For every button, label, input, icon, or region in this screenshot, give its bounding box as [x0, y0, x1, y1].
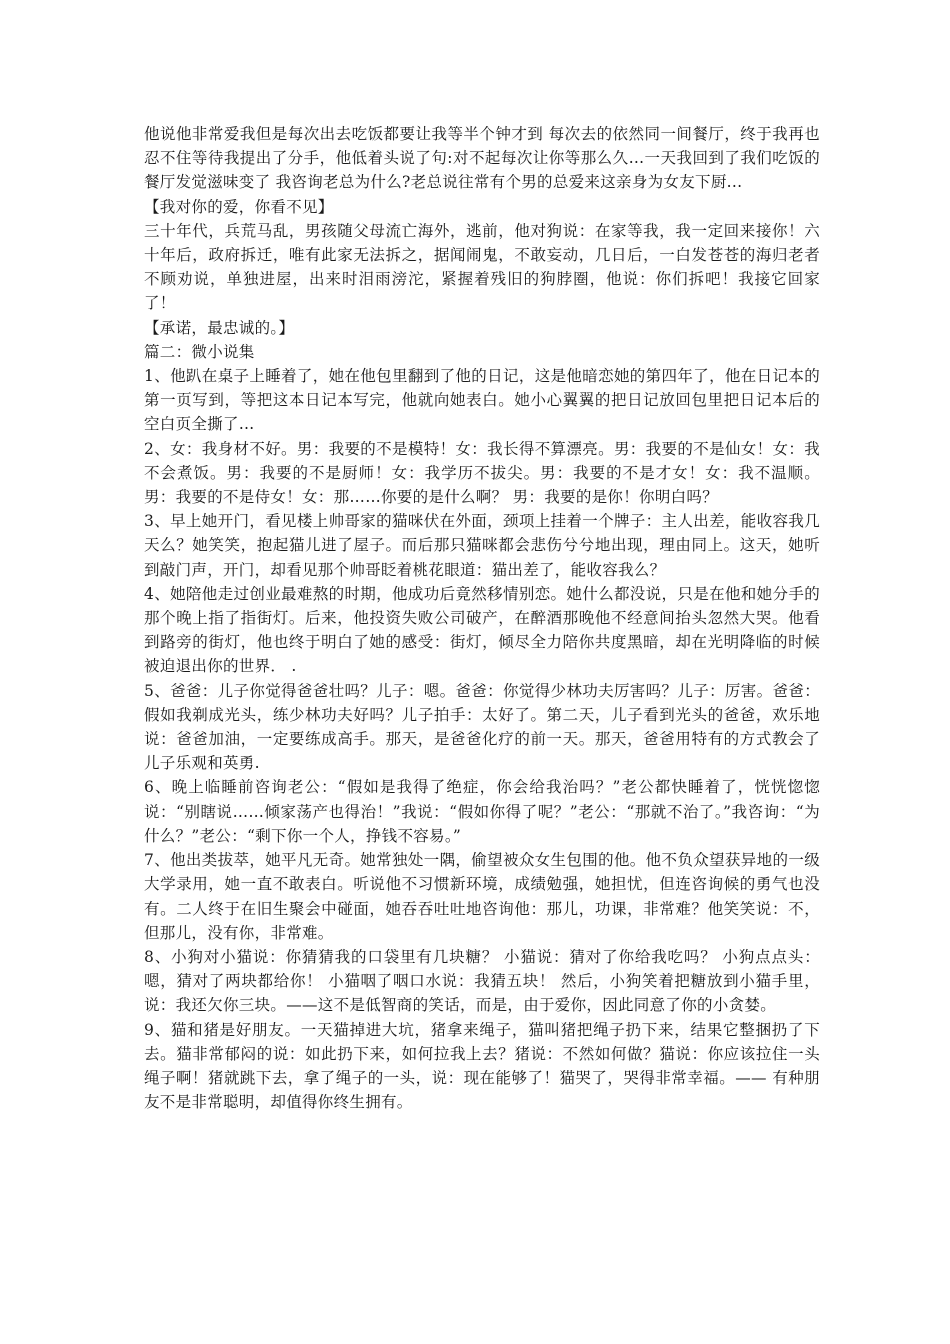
story-paragraph: 8、小狗对小猫说：你猜猜我的口袋里有几块糖？ 小猫说：猜对了你给我吃吗？ 小狗点点头：嗯，猜对了两块都给你！ 小猫咽了咽口水说：我猜五块！ 然后，小狗笑着把糖放到小猫手里，说：我还欠你三块。——这不是低智商的笑话，而是，由于爱你，因此同意了你的小贪婪。: [144, 947, 820, 1015]
story-paragraph: 6、晚上临睡前咨询老公：“假如是我得了绝症，你会给我治吗？”老公都快睡着了，恍恍惚惚说：“别瞎说……倾家荡产也得治！”我说：“假如你得了呢？”老公：“那就不治了。”我咨询：“为什么？”老公：“剩下你一个人，挣钱不容易。”: [144, 778, 820, 845]
story-paragraph: 他说他非常爱我但是每次出去吃饭都要让我等半个钟才到 每次去的依然同一间餐厅，终于我再也忍不住等待我提出了分手，他低着头说了句:对不起每次让你等那么久…一天我回到了我们吃饭的餐厅发觉滋味变了 我咨询老总为什么?老总说往常有个男的总爱来这亲身为女友下厨...: [144, 125, 820, 192]
story-caption: 【承诺，最忠诚的。】: [144, 318, 295, 337]
story-paragraph: 7、他出类拔萃，她平凡无奇。她常独处一隅，偷望被众女生包围的他。他不负众望获异地的一级大学录用，她一直不敢表白。听说他不习惯新环境，成绩勉强，她担忧，但连咨询候的勇气也没有。二人终于在旧生聚会中碰面，她吞吞吐吐地咨询他：那儿，功课，非常难？他笑笑说：不，但那儿，没有你，非常难。: [144, 851, 820, 942]
story-paragraph: 5、爸爸：儿子你觉得爸爸壮吗？儿子：嗯。爸爸：你觉得少林功夫厉害吗？儿子：厉害。爸爸：假如我剃成光头，练少林功夫好吗？儿子拍手：太好了。第二天，儿子看到光头的爸爸，欢乐地说：爸爸加油，一定要练成高手。那天，是爸爸化疗的前一天。那天，爸爸用特有的方式教会了儿子乐观和英勇.: [144, 681, 820, 773]
story-paragraph: 2、女：我身材不好。男：我要的不是模特！女：我长得不算漂亮。男：我要的不是仙女！女：我不会煮饭。男：我要的不是厨师！女：我学历不拔尖。男：我要的不是才女！女：我不温顺。男：我要的不是侍女！女：那……你要的是什么啊？ 男：我要的是你！你明白吗？: [144, 439, 820, 507]
story-caption: 【我对你的爱，你看不见】: [144, 197, 334, 216]
document-body: [144, 122, 820, 1114]
story-paragraph: 9、猫和猪是好朋友。一天猫掉进大坑，猪拿来绳子，猫叫猪把绳子扔下来，结果它整捆扔了下去。猫非常郁闷的说：如此扔下来，如何拉我上去？猪说：不然如何做？猫说：你应该拉住一头绳子啊！猪就跳下去，拿了绳子的一头，说：现在能够了！猫哭了，哭得非常幸福。—— 有种朋友不是非常聪明，却值得你终生拥有。: [144, 1020, 820, 1112]
story-paragraph: 三十年代，兵荒马乱，男孩随父母流亡海外，逃前，他对狗说：在家等我，我一定回来接你！六十年后，政府拆迁，唯有此家无法拆之，据闻闹鬼，不敢妄动，几日后，一白发苍苍的海归老者不顾劝说，单独进屋，出来时泪雨滂沱，紧握着残旧的狗脖圈，他说：你们拆吧！我接它回家了！: [144, 221, 820, 313]
story-paragraph: 4、她陪他走过创业最难熬的时期，他成功后竟然移情别恋。她什么都没说，只是在他和她分手的那个晚上指了指街灯。后来，他投资失败公司破产，在醉酒那晚他不经意间抬头忽然大哭。他看到路旁的街灯，他也终于明白了她的感受：街灯，倾尽全力陪你共度黑暗，却在光明降临的时候被迫退出你的世界． .: [144, 584, 820, 676]
story-paragraph: 3、早上她开门，看见楼上帅哥家的猫咪伏在外面，颈项上挂着一个牌子：主人出差，能收容我几天么？她笑笑，抱起猫儿进了屋子。而后那只猫咪都会悲伤兮兮地出现，理由同上。这天，她听到敲门声，开门，却看见那个帅哥眨着桃花眼道：猫出差了，能收容我么？: [144, 512, 820, 579]
section-heading: 篇二：微小说集: [144, 342, 255, 361]
story-paragraph: 1、他趴在桌子上睡着了，她在他包里翻到了他的日记，这是他暗恋她的第四年了，他在日记本的第一页写到，等把这本日记本写完，他就向她表白。她小心翼翼的把日记放回包里把日记本后的空白页全撕了…: [144, 367, 820, 434]
